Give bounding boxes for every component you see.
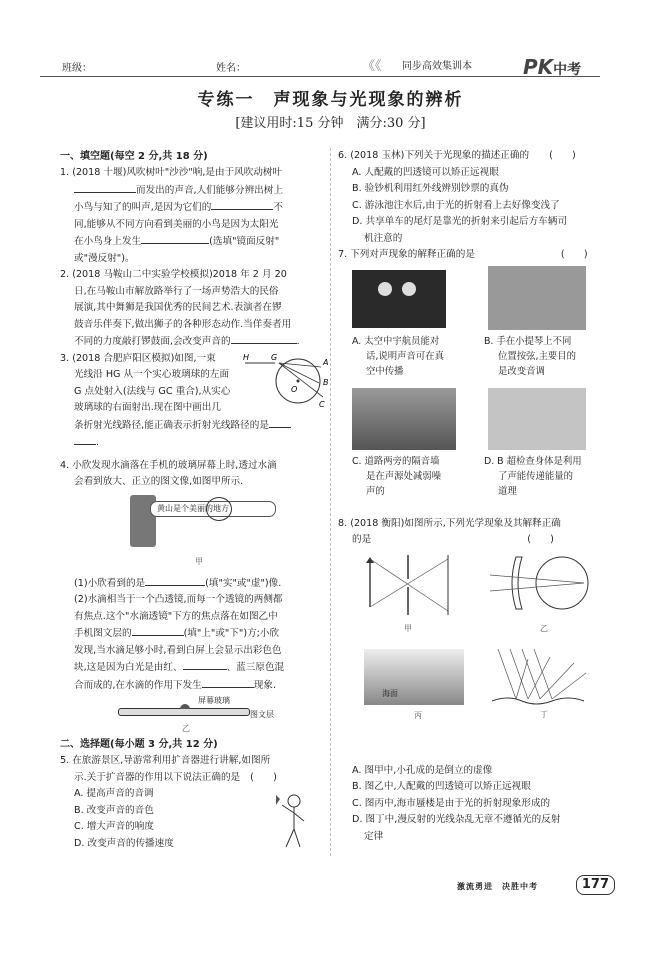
q5-option-c[interactable]: C. 增大声音的响度	[74, 821, 154, 833]
question-4	[60, 458, 328, 737]
section-choice: 二、选择题(每小题 3 分,共 12 分)	[60, 739, 218, 751]
q7-option-c[interactable]	[352, 454, 476, 500]
q7-option-b[interactable]	[484, 334, 604, 380]
section-fill-blank: 一、填空题(每空 2 分,共 18 分)	[60, 151, 208, 162]
q4-line: 发现,当水滴足够小时,看到白屏上会显示出彩色色	[74, 644, 282, 656]
q8-option-a[interactable]: A. 图甲中,小孔成的是倒立的虚像	[352, 764, 493, 776]
q6-option-a[interactable]: A. 人配戴的凹透镜可以矫正远视眼	[352, 166, 499, 178]
question-6	[338, 148, 602, 247]
fig-8-jia-caption: 甲	[404, 623, 412, 633]
q2-line: 鼓音乐伴奏下,做出狮子的各种形态动作.当佯奏者用	[74, 318, 292, 330]
q7-figure-grid	[338, 264, 602, 516]
q5-option-a[interactable]: A. 提高声音的音调	[74, 788, 154, 800]
q7-a-line: 话,说明声音可在真	[366, 350, 444, 362]
q2-line: .	[296, 336, 300, 348]
q1-blank-2[interactable]	[211, 199, 273, 210]
label-G: G	[271, 352, 278, 362]
q6-answer-bracket[interactable]: ( )	[549, 150, 576, 161]
label-H: H	[243, 352, 250, 362]
q1-line: 1. (2018 十堰)风吹树叶"沙沙"响,是由于风吹动树叶	[60, 167, 283, 179]
q5-line: 5. 在旅游景区,导游常利用扩音器进行讲解,如图所	[60, 755, 271, 767]
q7-a-line: A. 太空中宇航员能对	[352, 335, 440, 347]
glass-label: 屏幕玻璃	[198, 696, 230, 706]
q4-blank-3[interactable]	[183, 659, 227, 670]
glass-sphere-diagram	[243, 349, 331, 413]
q4-blank-4[interactable]	[202, 677, 254, 688]
q5-line: 示.关于扩音器的作用以下说法正确的是	[74, 771, 241, 783]
brand-logo	[523, 50, 581, 84]
water-drop	[180, 704, 190, 709]
question-2	[60, 267, 328, 351]
q4-line: 现象.	[253, 679, 277, 691]
q7-option-d[interactable]	[484, 454, 608, 500]
q2-blank[interactable]	[231, 333, 297, 344]
q8-answer-bracket[interactable]: ( )	[527, 534, 554, 545]
q7-d-line: 道理	[498, 485, 517, 497]
q4-line: (2)水滴相当于一个凸透镜,而每一个透镜的两侧都	[74, 594, 283, 606]
logo-pk: PK	[523, 55, 554, 79]
q4-blank-2[interactable]	[132, 625, 184, 636]
fig-8-ding-caption: 丁	[540, 709, 548, 719]
q6-option-c[interactable]: C. 游泳池注水后,由于光的折射看上去好像变浅了	[352, 199, 560, 211]
sound-barrier-photo	[352, 388, 456, 450]
q6-option-b[interactable]: B. 验钞机利用红外线辨别钞票的真伪	[352, 183, 509, 194]
q4-line: 有焦点.这个"水滴透镜"下方的焦点落在如图乙中	[74, 610, 278, 622]
q1-line: 不	[273, 202, 283, 214]
question-7	[338, 247, 602, 516]
q2-line: 2. (2018 马鞍山二中实验学校模拟)2018 年 2 月 20	[60, 269, 287, 281]
q7-b-line: 位置按弦,主要目的	[498, 350, 576, 362]
mirage-illustration	[364, 649, 464, 705]
label-B: B	[323, 377, 329, 387]
column-divider	[330, 148, 331, 856]
q3-line: 条折射光线路径,能正确表示折射光线路径的是	[74, 419, 269, 431]
eye-lens-diagram	[488, 553, 598, 635]
phone-speech-bubble: 黄山是个美丽的地方	[150, 501, 276, 517]
q8-option-d[interactable]: D. 图丁中,漫反射的光线杂乱无章不遵循光的反射	[352, 814, 561, 825]
water-drop-circle	[206, 497, 232, 521]
q7-answer-bracket[interactable]: ( )	[560, 249, 588, 260]
q4-line: (填"上"或"下")方;小欣	[183, 628, 280, 640]
q4-line: 块,这是因为白光是由红、	[74, 662, 183, 674]
fig-8-bing-caption: 丙	[414, 710, 422, 720]
q7-d-line: 了声能传递能量的	[498, 470, 574, 482]
q1-blank-1[interactable]	[74, 182, 136, 193]
glass-layer-figure	[60, 694, 328, 736]
ultrasound-photo	[488, 388, 586, 450]
tour-guide-illustration	[274, 791, 314, 855]
q7-line: 7. 下列对声现象的解释正确的是	[338, 249, 475, 260]
q4-line: (1)小欣看到的是	[74, 577, 146, 589]
fig-8-yi-caption: 乙	[540, 623, 548, 633]
q3-blank-b[interactable]	[74, 434, 96, 445]
question-3	[60, 351, 328, 452]
label-A: A	[323, 357, 329, 367]
q8-line: 8. (2018 衡阳)如图所示,下列光学现象及其解释正确	[338, 517, 561, 529]
q3-line: 光线沿 HG 从一个实心玻璃球的左面	[74, 369, 230, 381]
q7-c-line: C. 道路两旁的隔音墙	[352, 455, 440, 467]
q3-blank-a[interactable]	[269, 417, 291, 428]
q7-c-line: 声的	[366, 485, 385, 497]
q1-line: 在小鸟身上发生	[74, 236, 142, 248]
chevron-icon: 《《	[362, 59, 382, 74]
q6-option-d-cont: 机注意的	[364, 232, 403, 244]
q5-answer-bracket[interactable]: ( )	[250, 771, 277, 783]
q1-line: 小鸟与知了的叫声,是因为它们的	[74, 202, 212, 214]
left-column	[60, 148, 328, 852]
q4-line: (填"实"或"虚")像.	[205, 577, 282, 589]
q1-line: 而发出的声音,人们能够分辨出树上	[136, 184, 283, 196]
q2-line: 日,在马鞍山市解放路举行了一场声势浩大的民俗	[74, 285, 279, 297]
q7-c-line: 是在声源处减弱噪	[366, 470, 442, 482]
q4-line: 合而成的,在水滴的作用下发生	[74, 679, 202, 691]
q7-a-line: 空中传播	[366, 365, 404, 377]
question-5	[60, 753, 328, 852]
astronaut-photo	[352, 270, 446, 328]
q7-b-line: 是改变音调	[498, 365, 545, 377]
q6-line: 6. (2018 玉林)下列关于光现象的描述正确的	[338, 150, 530, 161]
q4-blank-1[interactable]	[145, 575, 205, 586]
q3-line: G 点处射入(法线与 GC 重合),从实心	[74, 385, 231, 397]
right-column	[338, 148, 602, 845]
fig-4-yi-caption: 乙	[182, 724, 190, 734]
q3-line: 3. (2018 合肥庐阳区模拟)如图,一束	[60, 352, 216, 364]
page-subtitle: [建议用时:15 分钟 满分:30 分]	[235, 116, 426, 131]
q8-option-d-cont: 定律	[364, 830, 384, 842]
q1-line: 或"漫反射")。	[74, 252, 135, 264]
q7-option-a[interactable]	[352, 334, 472, 380]
q1-line: (选填"镜面反射"	[209, 236, 280, 248]
q7-d-line: D. B 超检查身体是利用	[484, 455, 582, 467]
q4-line: 会看到放大、正立的图文像,如图甲所示.	[74, 476, 244, 488]
violin-photo	[488, 266, 586, 330]
pinhole-diagram	[358, 553, 458, 635]
label-O: O	[291, 384, 298, 394]
page-number: 177	[576, 875, 615, 895]
question-1	[60, 165, 328, 267]
fig-4-jia-caption: 甲	[195, 556, 203, 566]
header-divider	[40, 76, 600, 77]
q3-line: .	[96, 437, 100, 449]
phone-figure	[60, 491, 328, 575]
q2-line: 展演,其中舞狮是我国优秀的民间艺术.表演者在锣	[74, 302, 282, 314]
label-C: C	[319, 399, 325, 409]
q5-option-d[interactable]: D. 改变声音的传播速度	[74, 837, 174, 849]
diffuse-reflection-diagram	[488, 645, 598, 721]
q4-line: 、蓝三原色混	[226, 662, 285, 674]
name-field	[216, 60, 328, 77]
q2-line: 不同的力度敲打锣鼓面,会改变声音的	[74, 336, 231, 348]
q1-blank-3[interactable]	[141, 233, 209, 244]
q8-option-b[interactable]: B. 图乙中,人配戴的凹透镜可以矫正远视眼	[352, 781, 531, 792]
screen-glass	[118, 708, 250, 716]
q3-line: 玻璃球的右面射出.现在图中画出几	[74, 402, 221, 414]
series-title: 同步高效集训本	[402, 61, 472, 72]
q5-option-b[interactable]: B. 改变声音的音色	[74, 804, 154, 816]
q4-line: 手机图文层的	[74, 628, 132, 640]
class-label: 班级：	[62, 63, 92, 74]
name-label: 姓名：	[216, 63, 246, 74]
logo-exam: 中考	[553, 62, 582, 78]
q8-line: 的是	[352, 534, 372, 545]
sea-label: 海面	[382, 688, 398, 698]
q6-option-d[interactable]: D. 共享单车的尾灯是靠光的折射来引起后方车辆司	[352, 216, 567, 227]
q4-line: 4. 小欣发现水滴落在手机的玻璃屏幕上时,透过水滴	[60, 459, 277, 471]
footer-slogan: 激流勇进 决胜中考	[457, 882, 538, 891]
q1-line: 同,能够从不同方向看到美丽的小鸟是因为太阳光	[74, 218, 279, 230]
q8-figure-grid	[338, 549, 602, 763]
q8-option-c[interactable]: C. 图丙中,海市蜃楼是由于光的折射现象形成的	[352, 797, 551, 809]
q7-b-line: B. 手在小提琴上不同	[484, 335, 572, 347]
layer-label: 图文层	[250, 710, 274, 720]
class-field	[62, 60, 174, 77]
question-8	[338, 516, 602, 846]
page-title: 专练一 声现象与光现象的辨析	[197, 90, 464, 110]
